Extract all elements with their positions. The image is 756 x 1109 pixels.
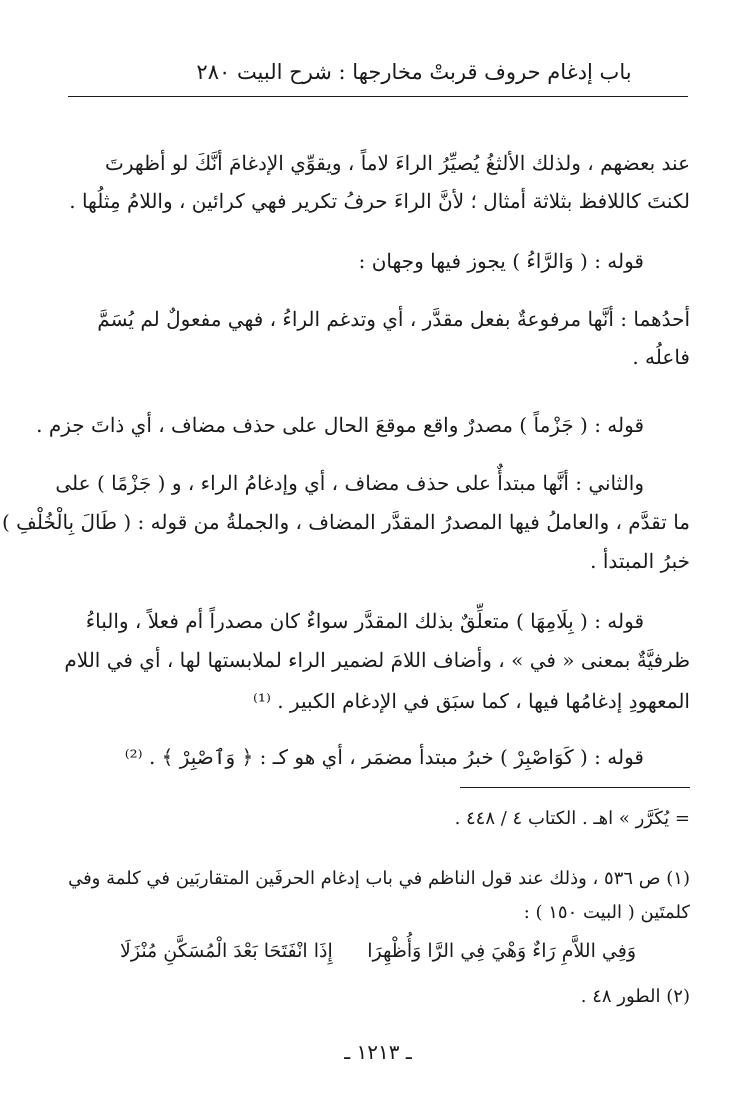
verse-hemistich-left: إِذَا انْفَتَحَا بَعْدَ الْمُسَكَّنِ مُنْزَلَا <box>120 940 333 962</box>
body-line: قوله : ( جَزْماً ) مصدرٌ واقع موقعَ الحال على حذف مضاف ، أي ذاتَ جزم . <box>36 413 644 437</box>
body-line: عند بعضهم ، ولذلك الألثغُ يُصيِّرُ الراءَ لاماً ، ويقوِّي الإدغامَ أنَّكَ لو أظهرتَ <box>105 151 690 175</box>
body-line: أحدُهما : أنَّها مرفوعةٌ بفعل مقدَّر ، أي وتدغم الراءُ ، فهي مفعولٌ لم يُسَمَّ <box>97 307 690 331</box>
verse <box>120 936 636 966</box>
body-line: ما تقدَّم ، والعاملُ فيها المصدرُ المقدَّر المضاف ، والجملةُ من قوله : ( طَالَ بِالْخُلْفِ ) <box>1 510 690 534</box>
body-line: المعهودِ إدغامُها فيها ، كما سبَق في الإدغام الكبير . ⁽¹⁾ <box>252 689 690 713</box>
body-line: والثاني : أنَّها مبتدأٌ على حذف مضاف ، أي وإدغامُ الراء ، و ( جَزْمًا ) على <box>55 471 644 495</box>
body-line: خبرُ المبتدأ . <box>590 549 690 573</box>
running-head: باب إدغام حروف قربتْ مخارجها : شرح البيت ٢٨٠ <box>196 60 632 84</box>
body-line: قوله : ( كَوَاصْبِرْ ) خبرُ مبتدأ مضمَر ، أي هو كـ : ﴿ وَٱصْبِرْ ﴾ . ⁽²⁾ <box>124 745 644 769</box>
header-rule <box>68 96 688 97</box>
footnote-1-line: كلمتَين ( البيت ١٥٠ ) : <box>523 902 690 923</box>
body-line: ظرفيَّةٌ بمعنى « في » ، وأضاف اللامَ لضمير الراء لملابستها لها ، أي في اللام <box>64 648 690 672</box>
footnote-continuation: = يُكَرَّر » اهـ . الكتاب ٤ / ٤٤٨ . <box>454 808 690 829</box>
footnote-2: (٢) الطور ٤٨ . <box>580 986 690 1007</box>
body-line: لكنتَ كاللافظ بثلاثة أمثال ؛ لأنَّ الراءَ حرفُ تكرير فهي كرائين ، واللامُ مِثلُها . <box>69 189 690 213</box>
footnote-rule <box>460 787 690 788</box>
body-line: قوله : ( وَالرَّاءُ ) يجوز فيها وجهان : <box>358 249 644 273</box>
page-number: ـ ١٢١٣ ـ <box>344 1040 412 1064</box>
footnote-1-line: (١) ص ٥٣٦ ، وذلك عند قول الناظم في باب إدغام الحرفَين المتقاربَين في كلمة وفي <box>68 868 690 889</box>
body-line: فاعلُه . <box>632 345 690 369</box>
verse-hemistich-right: وَفِي اللاَّمِ رَاءٌ وَهْيَ فِي الرَّا وَأُظْهِرَا <box>367 940 636 962</box>
body-line: قوله : ( بِلَامِهَا ) متعلِّقٌ بذلك المقدَّر سواءٌ كان مصدراً أم فعلاً ، والباءُ <box>85 609 644 633</box>
